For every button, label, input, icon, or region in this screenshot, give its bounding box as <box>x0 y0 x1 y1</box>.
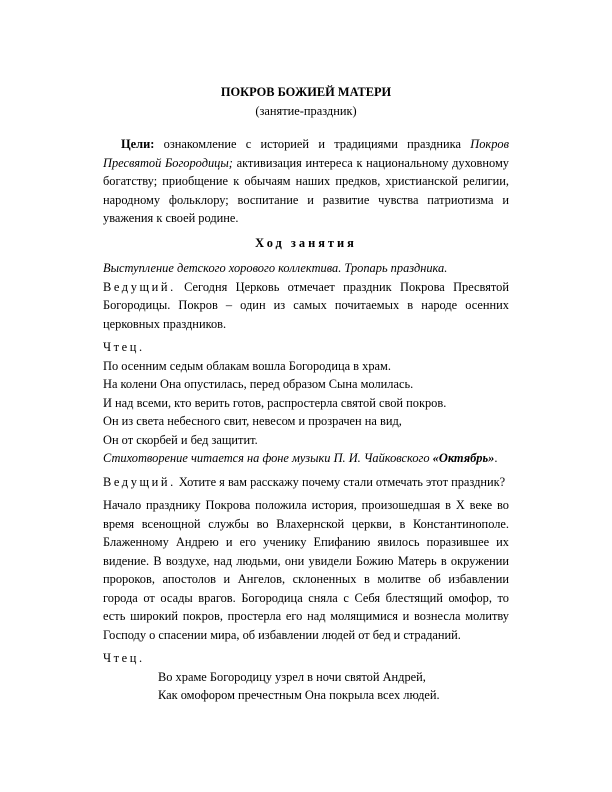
document-page <box>103 80 509 705</box>
music-note-text: Стихотворение читается на фоне музыки П. И. Чайковского <box>103 451 433 465</box>
poem-1 <box>103 357 509 450</box>
leader-paragraph-1 <box>103 278 509 334</box>
leader-label-2: Ведущий. <box>103 474 176 489</box>
intro-paragraph: Выступление детского хорового коллектива. Тропарь праздника. <box>103 261 448 275</box>
reader-label-2: Чтец. <box>103 651 145 665</box>
section-heading: Ход занятия <box>255 235 357 250</box>
music-note <box>103 449 509 468</box>
leader-label-1: Ведущий. <box>103 279 176 294</box>
document-title: ПОКРОВ БОЖИЕЙ МАТЕРИ <box>220 85 392 99</box>
story-paragraph: Начало празднику Покрова положила история, произошедшая в X веке во время всенощной службы во Влахернской церкви, в Константинополе. Блаженному Андрею и его ученику Епифанию явилось поразившее их видение. В воздухе, над людьми, они увидели Божию Матерь в окружении пророков, апостолов и Ангелов, склоненных в молитве об избавлении города от осады врагов. Богородица сняла с Себя блестящий омофор, то есть широкий покров, простерла его над молящимися и вознесла молитву Господу о спасении мира, об избавлении людей от бед и страданий. <box>103 498 509 642</box>
poem-2 <box>103 668 509 705</box>
poem-2-line: Как омофором пречестным Она покрыла всех людей. <box>158 688 440 702</box>
poem-2-line: Во храме Богородицу узрел в ночи святой Андрей, <box>158 669 426 684</box>
goals-text-1: ознакомление с историей и традициями праздника <box>154 137 471 151</box>
music-note-end: . <box>494 451 498 465</box>
leader-text-1: Сегодня Церковь отмечает праздник Покрова Пресвятой Богородицы. Покров – один из самых почитаемых в народе осенних церковных праздников. <box>103 279 509 331</box>
poem-1-line: И над всеми, кто верить готов, распростерла святой свой покров. <box>103 395 447 410</box>
music-note-title: «Октябрь» <box>432 451 495 465</box>
leader-text-2: Хотите я вам расскажу почему стали отмечать этот праздник? <box>175 474 506 489</box>
poem-1-line: На колени Она опустилась, перед образом Сына молилась. <box>103 377 414 391</box>
poem-1-line: Он от скорбей и бед защитит. <box>103 432 258 447</box>
leader-paragraph-2 <box>103 473 509 492</box>
goals-italic: Покров Пресвятой Богородицы; <box>103 137 509 170</box>
poem-1-line: Он из света небесного свит, невесом и прозрачен на вид, <box>103 414 402 428</box>
poem-1-line: По осенним седым облакам вошла Богородица в храм. <box>103 358 391 373</box>
reader-label-1: Чтец. <box>103 340 145 354</box>
goals-label: Цели: <box>121 137 155 151</box>
goals-text-2: активизация интереса к национальному духовному богатству; приобщение к обычаям наших предков, христианской религии, народному фольклору; воспитание и развитие чувства патриотизма и уважения к своей родине. <box>103 155 510 225</box>
document-subtitle: (занятие-праздник) <box>255 103 357 118</box>
goals-paragraph <box>103 135 509 228</box>
